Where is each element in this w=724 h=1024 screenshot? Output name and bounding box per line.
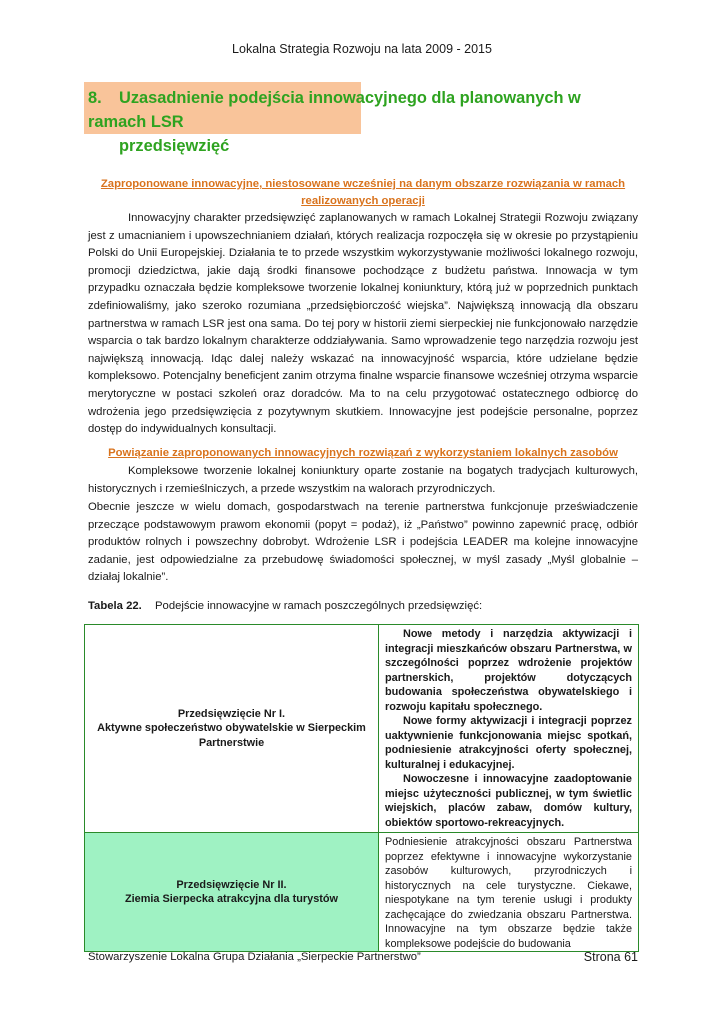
- paragraph-innovation-character: Innowacyjny charakter przedsięwzięć zaplanowanych w ramach Lokalnej Strategii Rozwoju związany jest z umacnianiem i upowszechnianiem działań, których realizacja rozpoczęła się w okresie po przystąpieniu Polski do Unii Europejskiej. Działania te to przede wszystkim wykorzystywanie możliwości lokalnego rozwoju, promocji dziedzictwa, jakie dają środki finansowe pochodzące z budżetu państwa. Innowacja w tym przypadku oznaczała będzie kompleksowe tworzenie lokalnej koniunktury, którą już w poprzednich punktach zdefiniowaliśmy, jako szeroko rozumiana „przedsiębiorczość wiejska”. Największą innowacją dla obszaru partnerstwa w ramach LSR jest ona sama. Do tej pory w historii ziemi sierpeckiej nie funkcjonowało narzędzie wsparcia o tak bardzo lokalnym charakterze oddziaływania. Samo wprowadzenie tego narzędzia rozwoju jest największą innowacją. Idąc dalej należy wskazać na innowacyjność wsparcia, które udzielane będzie kompleksowo. Potencjalny beneficjent zanim otrzyma finalne wsparcie finansowe wcześniej otrzyma wsparcie merytoryczne w postaci szkoleń oraz doradców. Ma to na celu przygotować ostatecznego odbiorcę do wdrożenia jego przedsięwzięcia z pozytywnym skutkiem. Innowacyjne jest podejście personalne, poprzez dostęp do indywidualnych konsultacji.: [88, 212, 638, 436]
- project-title: Aktywne społeczeństwo obywatelskie w Sierpeckim Partnerstwie: [97, 722, 366, 749]
- subsection-heading-local-resources: Powiązanie zaproponowanych innowacyjnych rozwiązań z wykorzystaniem lokalnych zasobów: [108, 447, 618, 459]
- innovation-item: Nowoczesne i innowacyjne zaadoptowanie miejsc użyteczności publicznej, w tym świetlic wiejskich, placów zabaw, domów kultury, obiektów sportowo-rekreacyjnych.: [385, 773, 632, 829]
- page-number: Strona 61: [583, 950, 638, 964]
- project-description-cell: [379, 833, 639, 952]
- table-caption-label: Tabela 22.: [88, 600, 142, 612]
- innovation-table: [84, 624, 639, 952]
- footer-organization: Stowarzyszenie Lokalna Grupa Działania „Sierpeckie Partnerstwo”: [88, 951, 421, 963]
- project-title: Ziemia Sierpecka atrakcyjna dla turystów: [124, 893, 339, 905]
- project-name-cell: [85, 833, 379, 952]
- table-caption: [88, 600, 638, 612]
- innovation-item: Nowe metody i narzędzia aktywizacji i integracji mieszkańców obszaru Partnerstwa, w szczególności poprzez wdrożenie projektów partnerskich, projektów dotyczących budowania społeczeństwa obywatelskiego i rozwoju kapitału społecznego.: [385, 628, 632, 713]
- subsection-heading-innovative-solutions: Zaproponowane innowacyjne, niestosowane wcześniej na danym obszarze rozwiązania w ramach realizowanych operacji: [100, 178, 626, 207]
- project-number: Przedsięwzięcie Nr II.: [176, 878, 287, 891]
- section-title-line2: przedsięwzięć: [119, 137, 230, 155]
- innovation-description: Podniesienie atrakcyjności obszaru Partnerstwa poprzez efektywne i innowacyjne wykorzystanie zasobów kulturowych, przyrodniczych i historycznych na cele turystyczne. Ciekawe, niespotykane na tym terenie usługi i produkty zachęcające do zwiedzania obszaru Partnerstwa. Innowacyjne na tym obszarze będzie także kompleksowe podejście do budowania: [385, 836, 632, 949]
- table-row: [85, 625, 639, 833]
- section-title: [88, 86, 640, 158]
- paragraph-local-conditions: Kompleksowe tworzenie lokalnej koniunktury oparte zostanie na bogatych tradycjach kulturowych, historycznych i rzemieślniczych, a przede wszystkim na walorach przyrodniczych.: [88, 465, 638, 495]
- table-row: [85, 833, 639, 952]
- project-description-cell: [379, 625, 639, 833]
- project-number: Przedsięwzięcie Nr I.: [177, 707, 286, 720]
- section-number: 8.: [88, 89, 102, 107]
- paragraph-social-awareness: Obecnie jeszcze w wielu domach, gospodarstwach na terenie partnerstwa funkcjonuje przeświadczenie przeczące podstawowym prawom ekonomii (popyt = podaż), iż „Państwo” powinno zapewnić pracę, odbiór produktów rolnych i powszechny dobrobyt. Wdrożenie LSR i podejścia LEADER ma kolejne innowacyjne zadanie, jest odpowiedzialne za przebudowę świadomości społecznej, w myśl zasady „Myśl globalnie – działaj lokalnie”.: [88, 501, 638, 584]
- innovation-item: Nowe formy aktywizacji i integracji poprzez uaktywnienie funkcjonowania miejsc spotkań, podniesienie atrakcyjności oferty społecznej, kulturalnej i edukacyjnej.: [385, 715, 632, 771]
- section-title-line1: Uzasadnienie podejścia innowacyjnego dla planowanych w ramach LSR: [88, 89, 581, 131]
- running-header: Lokalna Strategia Rozwoju na lata 2009 - 2015: [232, 42, 492, 56]
- project-name-cell: [85, 625, 379, 833]
- table-caption-text: Podejście innowacyjne w ramach poszczególnych przedsięwzięć:: [155, 600, 483, 612]
